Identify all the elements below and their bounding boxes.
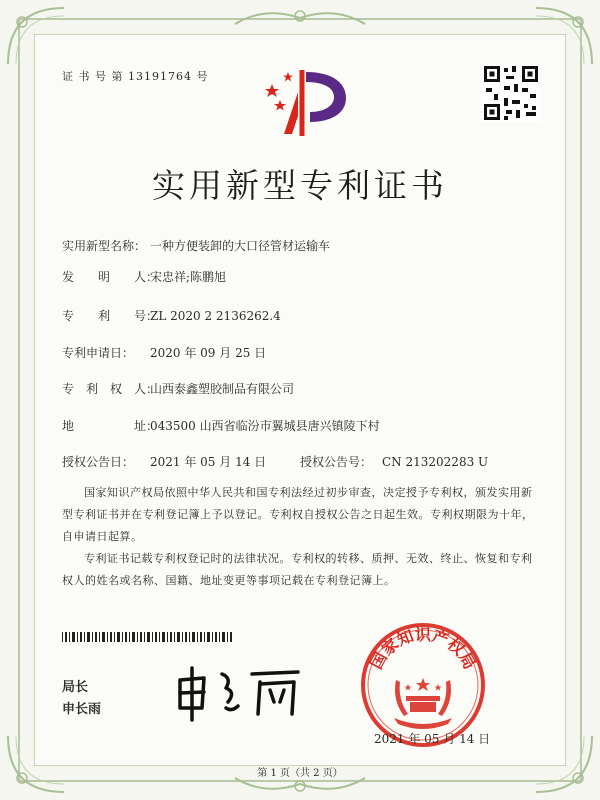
field-address bbox=[62, 417, 380, 434]
statement-paragraph: 国家知识产权局依照中华人民共和国专利法经过初步审查，决定授予专利权，颁发实用新型专利证书并在专利登记簿上予以登记。专利权自授权公告之日起生效。专利权期限为十年，自申请日起算。 bbox=[62, 486, 534, 543]
svg-text:国家知识产权局 bbox=[367, 625, 480, 672]
field-value: CN 213202283 U bbox=[382, 455, 489, 469]
signature-icon bbox=[170, 662, 310, 722]
field-label: 专 利 权 人： bbox=[62, 382, 159, 396]
field-value: 2021 年 05 月 14 日 bbox=[150, 455, 267, 469]
corner-ornament-icon bbox=[6, 6, 66, 66]
page-number: 第 1 页（共 2 页） bbox=[257, 768, 343, 779]
certificate-title: 实用新型专利证书 bbox=[152, 166, 448, 205]
director-title: 局长 bbox=[62, 680, 89, 695]
field-grant-date bbox=[62, 453, 266, 470]
field-label: 专利申请日： bbox=[62, 346, 135, 360]
seal-text: 国家知识产权局 bbox=[366, 625, 480, 673]
field-label: 发 明 人： bbox=[62, 270, 159, 284]
qr-code-icon bbox=[482, 64, 540, 122]
field-patentee bbox=[62, 380, 294, 397]
field-value: 山西泰鑫塑胶制品有限公司 bbox=[150, 382, 295, 396]
barcode-icon bbox=[62, 632, 232, 642]
seal-date: 2021 年 05 月 14 日 bbox=[374, 732, 491, 746]
field-utility-name bbox=[62, 237, 330, 254]
field-patent-number bbox=[62, 307, 281, 324]
field-value: ZL 2020 2 2136262.4 bbox=[150, 309, 281, 323]
field-value: 一种方便装卸的大口径管材运输车 bbox=[150, 239, 331, 253]
field-label: 专 利 号： bbox=[62, 309, 159, 323]
certificate-number: 证 书 号 第 13191764 号 bbox=[62, 70, 209, 83]
legal-status-paragraph: 专利证书记载专利权登记时的法律状况。专利权的转移、质押、无效、终止、恢复和专利权人的姓名或名称、国籍、地址变更等事项记载在专利登记簿上。 bbox=[62, 552, 533, 587]
field-label: 地 址： bbox=[62, 419, 159, 433]
patent-office-logo-icon bbox=[262, 62, 352, 142]
field-label: 授权公告号： bbox=[300, 455, 373, 469]
top-ornament-icon bbox=[230, 4, 370, 30]
field-grant-number bbox=[300, 453, 488, 470]
corner-ornament-icon bbox=[534, 6, 594, 66]
field-value: 宋忠祥;陈鹏旭 bbox=[150, 270, 227, 284]
field-value: 043500 山西省临汾市翼城县唐兴镇陵下村 bbox=[150, 419, 380, 433]
field-label: 实用新型名称： bbox=[62, 239, 147, 253]
field-application-date bbox=[62, 344, 266, 361]
field-label: 授权公告日： bbox=[62, 455, 135, 469]
director-name: 申长雨 bbox=[62, 702, 102, 717]
field-inventor bbox=[62, 268, 226, 285]
field-value: 2020 年 09 月 25 日 bbox=[150, 346, 267, 360]
